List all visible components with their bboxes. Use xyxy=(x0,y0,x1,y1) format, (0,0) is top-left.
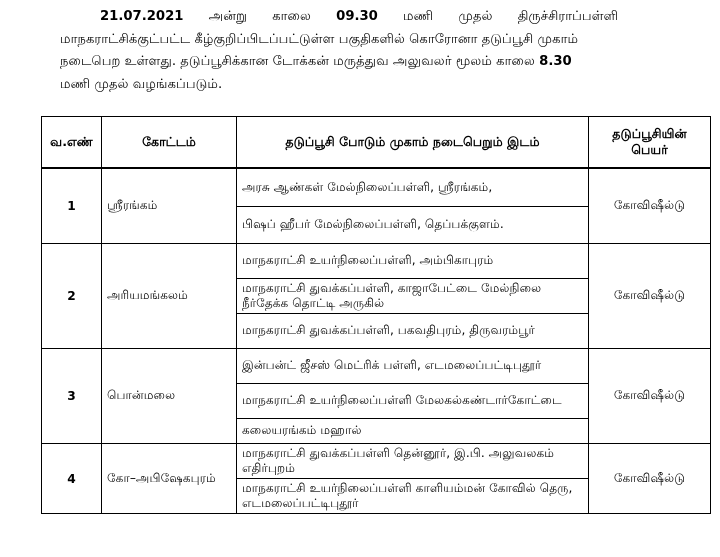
table-row xyxy=(42,168,711,206)
header-vaccine: தடுப்பூசியின் பெயர் xyxy=(589,117,711,169)
table-row xyxy=(42,444,711,479)
vaccination-camp-table xyxy=(41,116,711,514)
table-row xyxy=(42,244,711,279)
cell-sno: 1 xyxy=(42,168,102,244)
cell-zone: ஸ்ரீரங்கம் xyxy=(102,168,237,244)
cell-zone: பொன்மலை xyxy=(102,349,237,444)
cell-place: மாநகராட்சி உயர்நிலைப்பள்ளி காளியம்மன் கோவில் தெரு, எடமலைப்பட்டிபுதூர் xyxy=(237,479,589,514)
cell-sno: 2 xyxy=(42,244,102,349)
header-place: தடுப்பூசி போடும் முகாம் நடைபெறும் இடம் xyxy=(237,117,589,169)
cell-place: கலையரங்கம் மஹால் xyxy=(237,419,589,444)
cell-vaccine: கோவிஷீல்டு xyxy=(589,244,711,349)
cell-vaccine: கோவிஷீல்டு xyxy=(589,444,711,514)
intro-time: 09.30 xyxy=(336,9,378,24)
cell-vaccine: கோவிஷீல்டு xyxy=(589,168,711,244)
intro-text: மணி xyxy=(403,9,434,24)
intro-text: அன்று xyxy=(208,9,248,24)
intro-text: காலை xyxy=(272,9,311,24)
cell-place: மாநகராட்சி துவக்கப்பள்ளி, காஜாபேட்டை மேல்நிலை நீர்தேக்க தொட்டி அருகில் xyxy=(237,279,589,314)
cell-place: மாநகராட்சி உயர்நிலைப்பள்ளி, அம்பிகாபுரம் xyxy=(237,244,589,279)
intro-token-time: 8.30 xyxy=(539,54,572,69)
table-row xyxy=(42,349,711,384)
intro-line-4: மணி முதல் வழங்கப்படும். xyxy=(60,76,223,92)
cell-place: மாநகராட்சி உயர்நிலைப்பள்ளி மேலகல்கண்டார்கோட்டை xyxy=(237,384,589,419)
intro-text: முதல் xyxy=(458,9,493,24)
cell-sno: 4 xyxy=(42,444,102,514)
cell-place: பிஷப் ஹீபர் மேல்நிலைப்பள்ளி, தெப்பக்குளம். xyxy=(237,206,589,243)
cell-place: மாநகராட்சி துவக்கப்பள்ளி தென்னூர், இ.பி. அலுவலகம் எதிர்புறம் xyxy=(237,444,589,479)
cell-place: இன்பன்ட் ஜீசஸ் மெட்ரிக் பள்ளி, எடமலைப்பட்டிபுதூர் xyxy=(237,349,589,384)
intro-line-1 xyxy=(60,6,664,29)
cell-vaccine: கோவிஷீல்டு xyxy=(589,349,711,444)
cell-place: அரசு ஆண்கள் மேல்நிலைப்பள்ளி, ஸ்ரீரங்கம், xyxy=(237,168,589,206)
cell-sno: 3 xyxy=(42,349,102,444)
intro-text: திருச்சிராப்பள்ளி xyxy=(517,9,619,24)
cell-place: மாநகராட்சி துவக்கப்பள்ளி, பகவதிபுரம், திருவரம்பூர் xyxy=(237,314,589,349)
intro-date: 21.07.2021 xyxy=(100,9,184,24)
intro-text: நடைபெற உள்ளது. தடுப்பூசிக்கான டோக்கன் மருத்துவ அலுவலர் மூலம் காலை xyxy=(60,54,535,69)
header-sno: வ.எண் xyxy=(42,117,102,169)
header-zone: கோட்டம் xyxy=(102,117,237,169)
intro-line-3 xyxy=(60,51,664,74)
intro-line-2: மாநகராட்சிக்குட்பட்ட கீழ்குறிப்பிடப்பட்டுள்ள பகுதிகளில் கொரோனா தடுப்பூசி முகாம் xyxy=(60,31,579,47)
cell-zone: கோ–அபிஷேகபுரம் xyxy=(102,444,237,514)
cell-zone: அரியமங்கலம் xyxy=(102,244,237,349)
table-header-row xyxy=(42,117,711,169)
intro-paragraph xyxy=(60,6,664,96)
